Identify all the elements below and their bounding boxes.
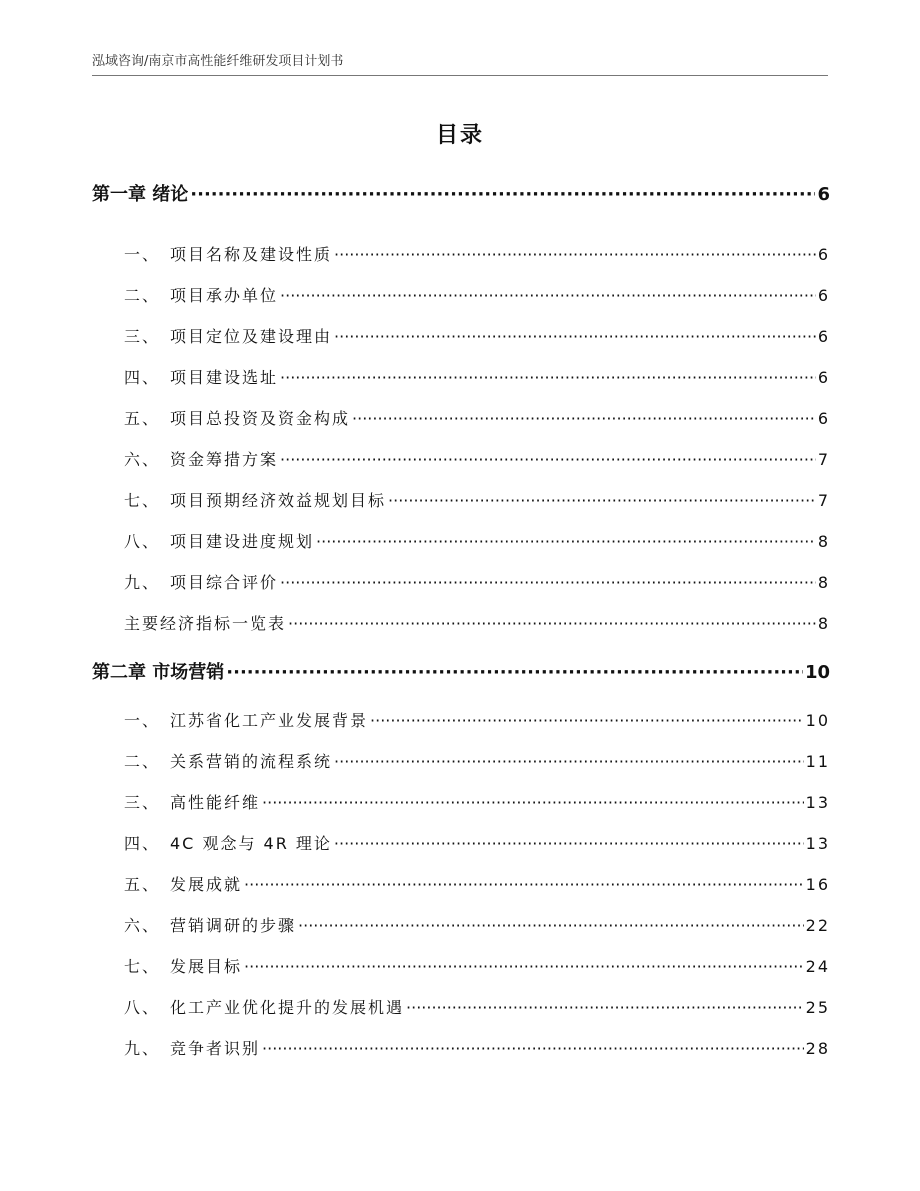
toc-entry[interactable] (92, 529, 830, 570)
entry-number: 九、 (124, 573, 161, 592)
toc-chapter-1[interactable] (92, 180, 830, 220)
entry-number: 七、 (124, 491, 161, 510)
toc-entry[interactable] (92, 283, 830, 324)
entry-number: 七、 (124, 957, 161, 976)
entry-page-number: 6 (817, 368, 830, 387)
entry-text: 资金筹措方案 (170, 450, 279, 469)
entry-page-number: 7 (817, 491, 830, 510)
entry-page-number: 13 (805, 834, 830, 853)
entry-number: 八、 (124, 532, 161, 551)
entry-page-number: 6 (817, 409, 830, 428)
entry-page-number: 8 (817, 614, 830, 633)
entry-number: 三、 (124, 327, 161, 346)
toc-entry[interactable] (92, 954, 830, 995)
dot-leader (406, 998, 804, 1017)
toc-entry[interactable] (92, 570, 830, 611)
entry-number: 二、 (124, 286, 161, 305)
dot-leader (370, 711, 804, 730)
entry-number: 三、 (124, 793, 161, 812)
toc-entry[interactable] (92, 406, 830, 447)
entry-page-number: 28 (805, 1039, 830, 1058)
entry-page-number: 8 (817, 532, 830, 551)
dot-leader (280, 573, 816, 592)
toc-entry[interactable] (92, 611, 830, 652)
dot-leader (334, 327, 816, 346)
entry-number: 六、 (124, 450, 161, 469)
dot-leader (280, 286, 816, 305)
entry-text: 4C 观念与 4R 理论 (170, 834, 332, 853)
entry-number: 五、 (124, 409, 161, 428)
entry-page-number: 7 (817, 450, 830, 469)
entry-text: 项目定位及建设理由 (170, 327, 333, 346)
dot-leader (244, 875, 804, 894)
dot-leader (280, 368, 816, 387)
entry-text: 发展成就 (170, 875, 243, 894)
entry-text: 化工产业优化提升的发展机遇 (170, 998, 405, 1017)
entry-text: 高性能纤维 (170, 793, 261, 812)
dot-leader (334, 752, 804, 771)
toc-entry[interactable] (92, 242, 830, 283)
toc-entry[interactable] (92, 913, 830, 954)
entry-text: 项目预期经济效益规划目标 (170, 491, 387, 510)
entry-page-number: 25 (805, 998, 830, 1017)
entry-text: 竞争者识别 (170, 1039, 261, 1058)
entry-number: 一、 (124, 711, 161, 730)
entry-text: 项目建设选址 (170, 368, 279, 387)
entry-page-number: 24 (805, 957, 830, 976)
entry-number: 五、 (124, 875, 161, 894)
entry-text: 项目建设进度规划 (170, 532, 315, 551)
toc-entry[interactable] (92, 790, 830, 831)
toc-entry[interactable] (92, 831, 830, 872)
dot-leader (334, 245, 816, 264)
chapter-label: 第一章 绪论 (92, 184, 189, 205)
dot-leader (388, 491, 816, 510)
entry-text: 江苏省化工产业发展背景 (170, 711, 369, 730)
entry-page-number: 22 (805, 916, 830, 935)
running-header: 泓域咨询/南京市高性能纤维研发项目计划书 (92, 50, 828, 76)
entry-page-number: 6 (817, 286, 830, 305)
dot-leader (190, 184, 815, 205)
entry-text: 主要经济指标一览表 (124, 614, 287, 633)
entry-text: 项目承办单位 (170, 286, 279, 305)
entry-page-number: 6 (817, 245, 830, 264)
dot-leader (262, 1039, 804, 1058)
chapter-page-number: 10 (804, 662, 830, 683)
entry-number: 六、 (124, 916, 161, 935)
table-of-contents (92, 180, 830, 1077)
dot-leader (244, 957, 804, 976)
entry-number: 九、 (124, 1039, 161, 1058)
dot-leader (226, 662, 803, 683)
entry-number: 一、 (124, 245, 161, 264)
toc-entry[interactable] (92, 1036, 830, 1077)
entry-text: 发展目标 (170, 957, 243, 976)
entry-number: 二、 (124, 752, 161, 771)
dot-leader (316, 532, 816, 551)
toc-entry[interactable] (92, 872, 830, 913)
entry-page-number: 10 (805, 711, 830, 730)
dot-leader (280, 450, 816, 469)
dot-leader (262, 793, 804, 812)
entry-number: 八、 (124, 998, 161, 1017)
toc-entry[interactable] (92, 708, 830, 749)
toc-entry[interactable] (92, 365, 830, 406)
chapter-label: 第二章 市场营销 (92, 662, 225, 683)
toc-chapter-2[interactable] (92, 658, 830, 698)
entry-number: 四、 (124, 368, 161, 387)
toc-entry[interactable] (92, 995, 830, 1036)
entry-page-number: 16 (805, 875, 830, 894)
entry-page-number: 6 (817, 327, 830, 346)
entry-page-number: 8 (817, 573, 830, 592)
entry-number: 四、 (124, 834, 161, 853)
dot-leader (352, 409, 816, 428)
entry-page-number: 11 (805, 752, 830, 771)
chapter-page-number: 6 (817, 184, 830, 205)
entry-text: 营销调研的步骤 (170, 916, 297, 935)
dot-leader (298, 916, 804, 935)
toc-entry[interactable] (92, 488, 830, 529)
entry-text: 项目综合评价 (170, 573, 279, 592)
toc-entry[interactable] (92, 324, 830, 365)
entry-text: 关系营销的流程系统 (170, 752, 333, 771)
entry-page-number: 13 (805, 793, 830, 812)
dot-leader (334, 834, 804, 853)
toc-title: 目录 (435, 123, 484, 148)
toc-entry[interactable] (92, 749, 830, 790)
entry-text: 项目名称及建设性质 (170, 245, 333, 264)
toc-entry[interactable] (92, 447, 830, 488)
dot-leader (288, 614, 816, 633)
entry-text: 项目总投资及资金构成 (170, 409, 351, 428)
